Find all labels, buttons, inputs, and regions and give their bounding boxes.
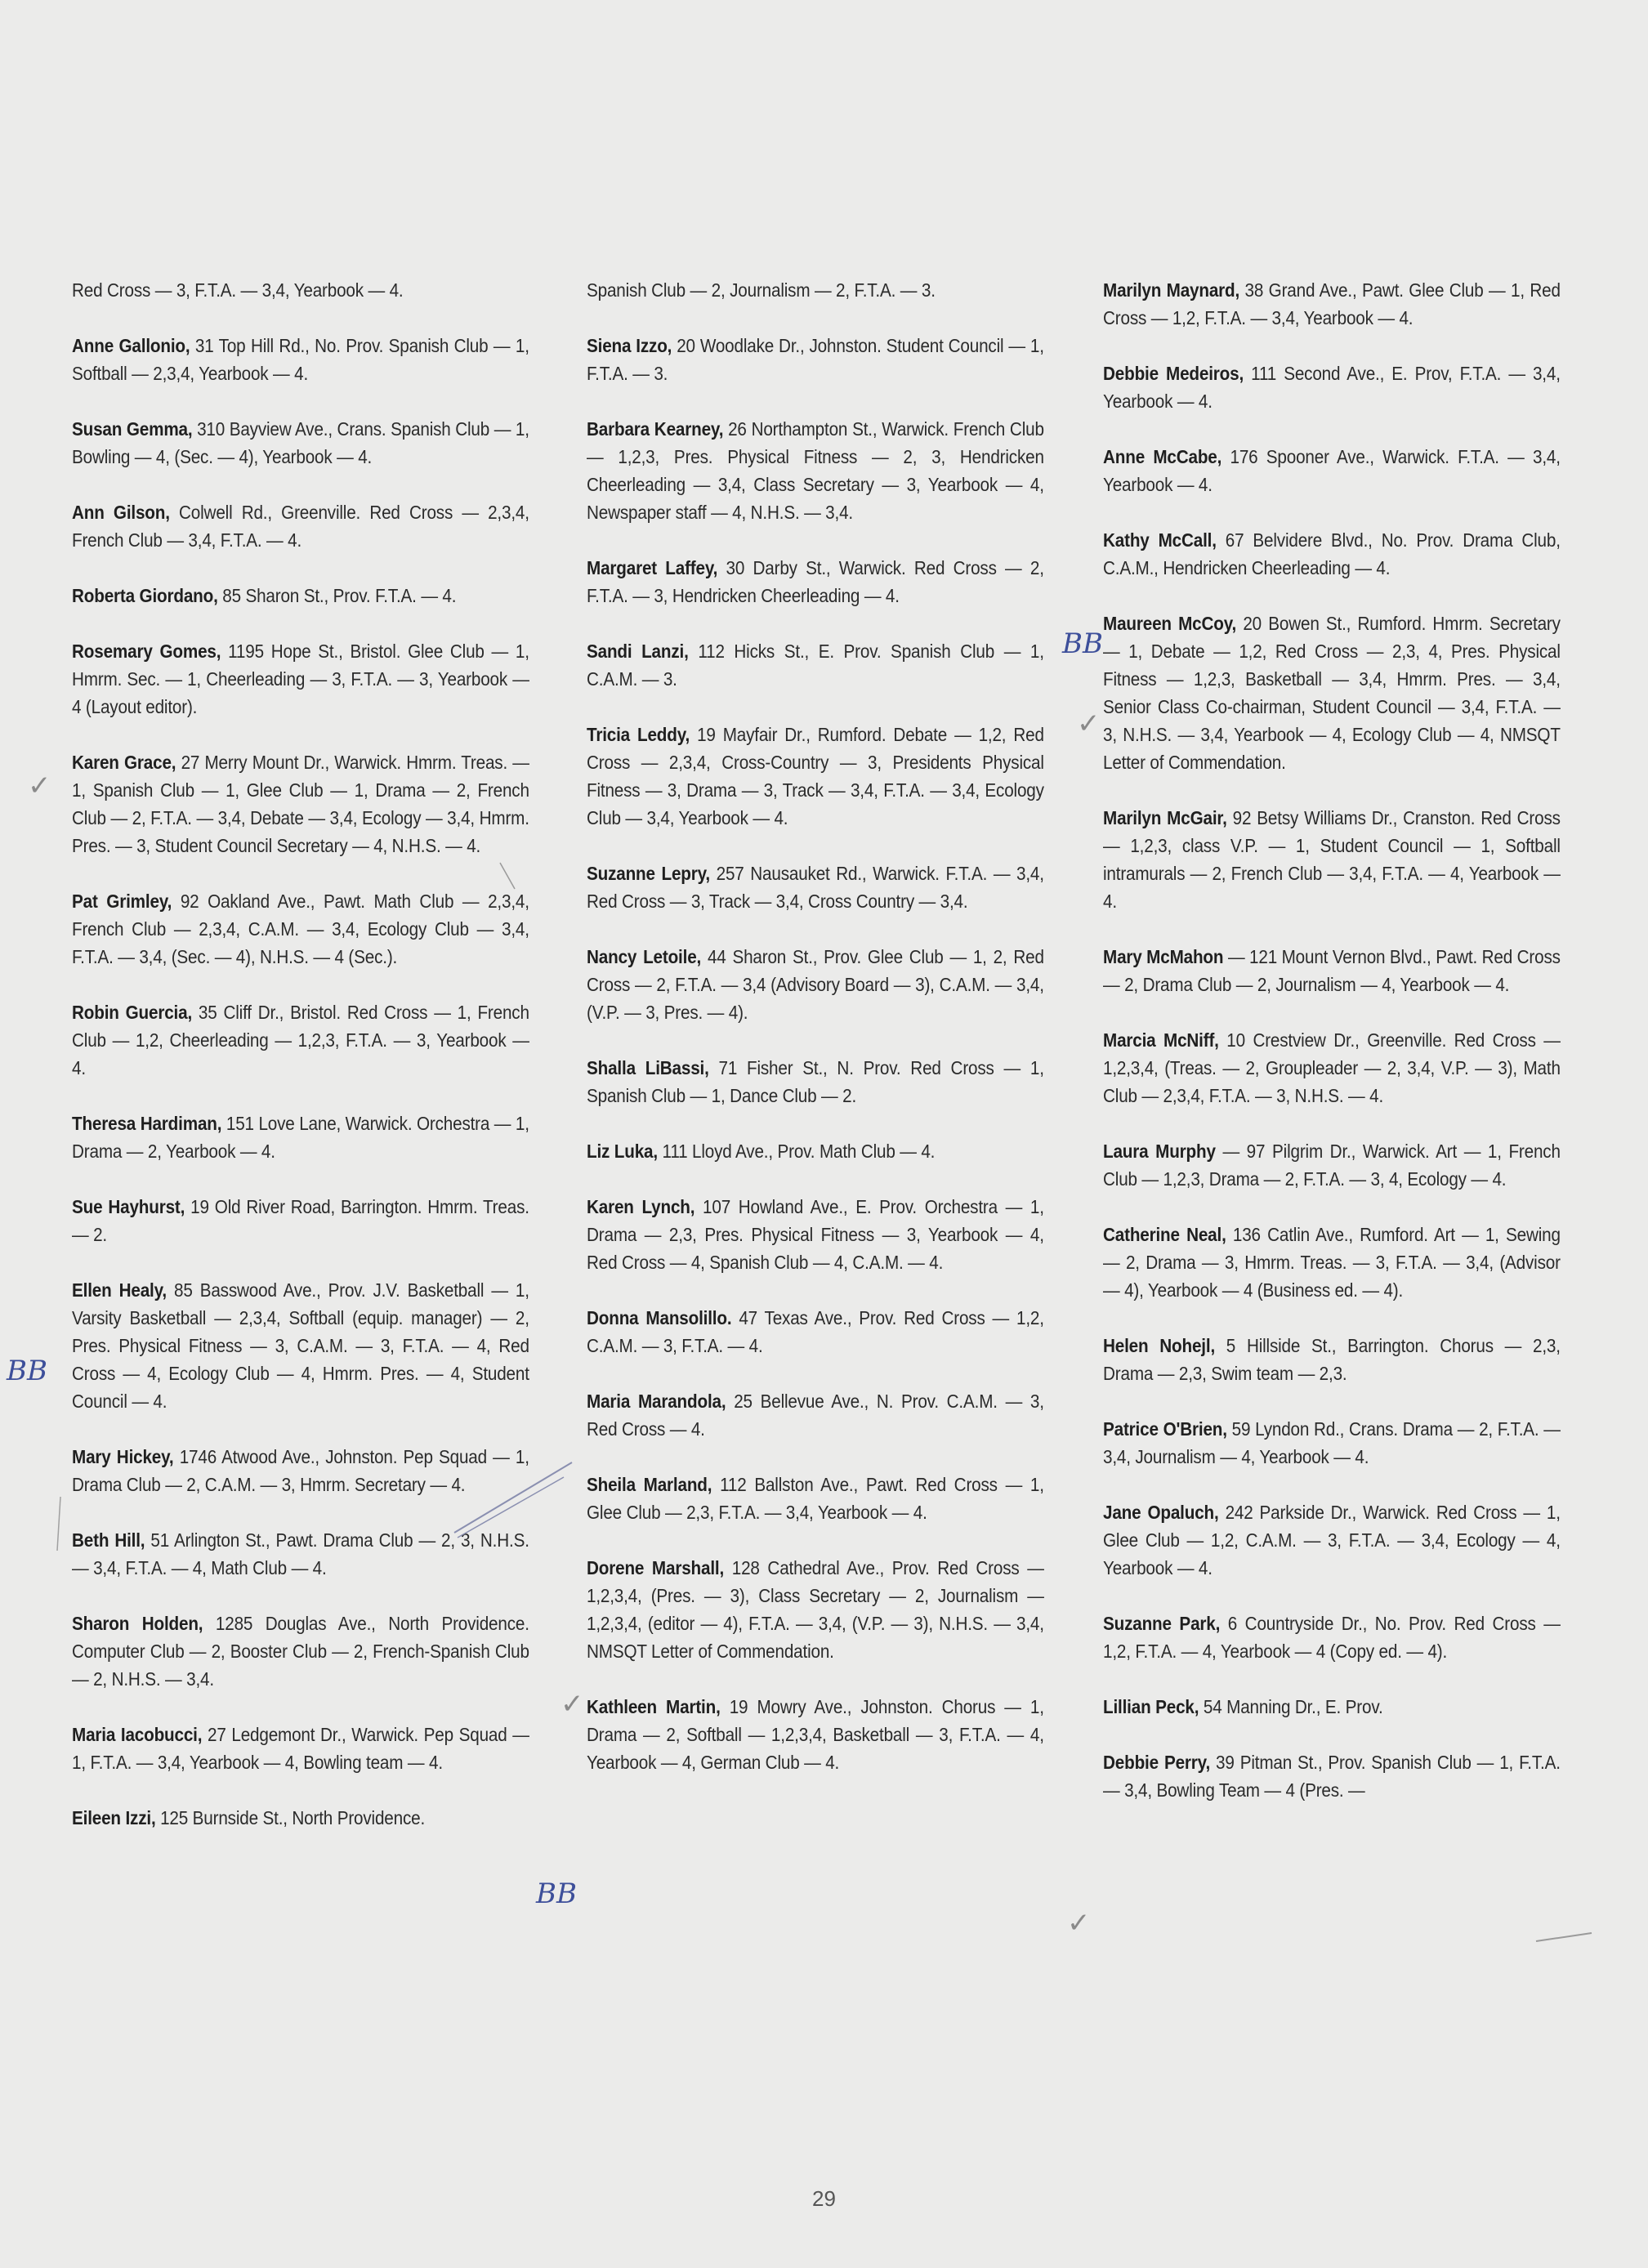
student-name: Marcia McNiff, <box>1103 1029 1219 1051</box>
checkmark-icon: ✓ <box>1067 1907 1091 1940</box>
student-details: 19 Old River Road, Barrington. Hmrm. Treas. — 2. <box>72 1196 529 1245</box>
student-name: Siena Izzo, <box>587 335 672 356</box>
student-details: 112 Ballston Ave., Pawt. Red Cross — 1, Glee Club — 2,3, F.T.A. — 3,4, Yearbook — 4. <box>587 1474 1044 1523</box>
student-details: 71 Fisher St., N. Prov. Red Cross — 1, Spanish Club — 1, Dance Club — 2. <box>587 1057 1044 1106</box>
student-name: Debbie Perry, <box>1103 1752 1211 1773</box>
student-details: 30 Darby St., Warwick. Red Cross — 2, F.T.A. — 3, Hendricken Cheerleading — 4. <box>587 557 1044 606</box>
student-name: Pat Grimley, <box>72 891 172 912</box>
student-name: Lillian Peck, <box>1103 1696 1199 1717</box>
student-name: Debbie Medeiros, <box>1103 363 1244 384</box>
student-name: Karen Grace, <box>72 752 176 773</box>
student-details: 19 Mayfair Dr., Rumford. Debate — 1,2, Red Cross — 2,3,4, Cross-Country — 3, Presidents Physical Fitness — 3, Drama — 3, Track — 3,4, F.T.A. — 3,4, Ecology Club — 3,4, Yearbook — 4. <box>587 724 1044 828</box>
student-name: Beth Hill, <box>72 1529 145 1551</box>
student-name: Tricia Leddy, <box>587 724 690 745</box>
student-details: Spanish Club — 2, Journalism — 2, F.T.A. — 3. <box>587 279 936 301</box>
student-details: — 121 Mount Vernon Blvd., Pawt. Red Cross — 2, Drama Club — 2, Journalism — 4, Yearbook — 4. <box>1103 946 1561 995</box>
student-details: 1195 Hope St., Bristol. Glee Club — 1, Hmrm. Sec. — 1, Cheerleading — 3, F.T.A. — 3, Yearbook — 4 (Layout editor). <box>72 641 529 717</box>
student-name: Ann Gilson, <box>72 502 170 523</box>
student-details: 26 Northampton St., Warwick. French Club — 1,2,3, Pres. Physical Fitness — 2, 3, Hendricken Cheerleading — 3,4, Class Secretary — 3, Yearbook — 4, Newspaper staff — 4, N.H.S. — 3,4. <box>587 418 1044 523</box>
student-details: 1746 Atwood Ave., Johnston. Pep Squad — 1, Drama Club — 2, C.A.M. — 3, Hmrm. Secretary — 4. <box>72 1446 529 1495</box>
student-name: Maria Iacobucci, <box>72 1724 203 1745</box>
student-details: 51 Arlington St., Pawt. Drama Club — 2, 3, N.H.S. — 3,4, F.T.A. — 4, Math Club — 4. <box>72 1529 529 1578</box>
student-name: Eileen Izzi, <box>72 1807 156 1828</box>
handwritten-initials-ellen-healy: BB <box>7 1355 47 1387</box>
student-details: 1285 Douglas Ave., North Providence. Computer Club — 2, Booster Club — 2, French-Spanish Club — 2, N.H.S. — 3,4. <box>72 1613 529 1690</box>
student-name: Sharon Holden, <box>72 1613 203 1634</box>
student-details: 136 Catlin Ave., Rumford. Art — 1, Sewing — 2, Drama — 3, Hmrm. Treas. — 3, F.T.A. — 3,4, (Advisor — 4), Yearbook — 4 (Business ed. — 4). <box>1103 1224 1561 1301</box>
student-details: Colwell Rd., Greenville. Red Cross — 2,3,4, French Club — 3,4, F.T.A. — 4. <box>72 502 529 551</box>
student-name: Sue Hayhurst, <box>72 1196 185 1217</box>
student-name: Dorene Marshall, <box>587 1557 725 1578</box>
student-details: 44 Sharon St., Prov. Glee Club — 1, 2, Red Cross — 2, F.T.A. — 3,4 (Advisory Board — 3), C.A.M. — 3,4, (V.P. — 3, Pres. — 4). <box>587 946 1044 1023</box>
student-name: Liz Luka, <box>587 1141 658 1162</box>
student-details: 92 Betsy Williams Dr., Cranston. Red Cross — 1,2,3, class V.P. — 1, Student Council — 1, Softball intramurals — 2, French Club — 3,4, F.T.A. — 4, Yearbook — 4. <box>1103 807 1561 912</box>
student-name: Maureen McCoy, <box>1103 613 1237 634</box>
student-details: 10 Crestview Dr., Greenville. Red Cross — 1,2,3,4, (Treas. — 2, Groupleader — 2, 3,4, V.P. — 3), Math Club — 2,3,4, F.T.A. — 3, N.H.S. — 4. <box>1103 1029 1561 1106</box>
student-name: Susan Gemma, <box>72 418 193 440</box>
student-details: Red Cross — 3, F.T.A. — 3,4, Yearbook — 4. <box>72 279 404 301</box>
student-details: 27 Ledgemont Dr., Warwick. Pep Squad — 1, F.T.A. — 3,4, Yearbook — 4, Bowling team — 4. <box>72 1724 529 1773</box>
student-name: Patrice O'Brien, <box>1103 1418 1227 1440</box>
student-name: Sheila Marland, <box>587 1474 712 1495</box>
student-details: 47 Texas Ave., Prov. Red Cross — 1,2, C.A.M. — 3, F.T.A. — 4. <box>587 1307 1044 1356</box>
student-name: Jane Opaluch, <box>1103 1502 1219 1523</box>
student-details: 111 Lloyd Ave., Prov. Math Club — 4. <box>657 1141 936 1162</box>
student-details: 128 Cathedral Ave., Prov. Red Cross — 1,2,3,4, (Pres. — 3), Class Secretary — 2, Journalism — 1,2,3,4, (editor — 4), F.T.A. — 3,4, (V.P. — 3), N.H.S. — 3,4, NMSQT Letter of Commendation. <box>587 1557 1044 1662</box>
student-name: Robin Guercia, <box>72 1002 193 1023</box>
student-details: 54 Manning Dr., E. Prov. <box>1199 1696 1383 1717</box>
student-details: 92 Oakland Ave., Pawt. Math Club — 2,3,4, French Club — 2,3,4, C.A.M. — 3,4, Ecology Club — 3,4, F.T.A. — 3,4, (Sec. — 4), N.H.S. — 4 (Sec.). <box>72 891 529 967</box>
student-details: 107 Howland Ave., E. Prov. Orchestra — 1, Drama — 2,3, Pres. Physical Fitness — 3, Yearbook — 4, Red Cross — 4, Spanish Club — 4, C.A.M. — 4. <box>587 1196 1044 1273</box>
student-name: Mary Hickey, <box>72 1446 174 1467</box>
page-number: 29 <box>812 2186 836 2211</box>
student-name: Maria Marandola, <box>587 1391 726 1412</box>
student-details: 112 Hicks St., E. Prov. Spanish Club — 1, C.A.M. — 3. <box>587 641 1044 690</box>
student-details: 19 Mowry Ave., Johnston. Chorus — 1, Drama — 2, Softball — 1,2,3,4, Basketball — 3, F.T.A. — 4, Yearbook — 4, German Club — 4. <box>587 1696 1044 1773</box>
student-details: 242 Parkside Dr., Warwick. Red Cross — 1, Glee Club — 1,2, C.A.M. — 3, F.T.A. — 3,4, Ecology — 4, Yearbook — 4. <box>1103 1502 1561 1578</box>
student-details: 85 Sharon St., Prov. F.T.A. — 4. <box>217 585 457 606</box>
student-name: Shalla LiBassi, <box>587 1057 709 1078</box>
student-name: Barbara Kearney, <box>587 418 724 440</box>
student-details: 25 Bellevue Ave., N. Prov. C.A.M. — 3, Red Cross — 4. <box>587 1391 1044 1440</box>
student-details: 111 Second Ave., E. Prov, F.T.A. — 3,4, Yearbook — 4. <box>1103 363 1561 412</box>
handwritten-initials-kathleen-martin: BB <box>536 1877 577 1910</box>
student-details: 125 Burnside St., North Providence. <box>155 1807 426 1828</box>
student-name: Kathleen Martin, <box>587 1696 721 1717</box>
student-details: 20 Woodlake Dr., Johnston. Student Council — 1, F.T.A. — 3. <box>587 335 1044 384</box>
student-name: Catherine Neal, <box>1103 1224 1226 1245</box>
student-name: Nancy Letoile, <box>587 946 702 967</box>
student-name: Suzanne Lepry, <box>587 863 711 884</box>
student-details: 59 Lyndon Rd., Crans. Drama — 2, F.T.A. — 3,4, Journalism — 4, Yearbook — 4. <box>1103 1418 1561 1467</box>
checkmark-icon: ✓ <box>28 770 51 802</box>
student-details: 310 Bayview Ave., Crans. Spanish Club — 1, Bowling — 4, (Sec. — 4), Yearbook — 4. <box>72 418 529 467</box>
student-details: 85 Basswood Ave., Prov. J.V. Basketball — 1, Varsity Basketball — 2,3,4, Softball (equip. manager) — 2, Pres. Physical Fitness — 3, C.A.M. — 3, F.T.A. — 4, Red Cross — 4, Ecology Club — 4, Hmrm. Pres. — 4, Student Council — 4. <box>72 1279 529 1412</box>
student-name: Marilyn Maynard, <box>1103 279 1240 301</box>
student-name: Mary McMahon <box>1103 946 1224 967</box>
student-name: Theresa Hardiman, <box>72 1113 222 1134</box>
checkmark-icon: ✓ <box>560 1688 584 1721</box>
student-name: Anne Gallonio, <box>72 335 190 356</box>
student-name: Karen Lynch, <box>587 1196 695 1217</box>
student-name: Margaret Laffey, <box>587 557 718 578</box>
student-name: Roberta Giordano, <box>72 585 218 606</box>
student-details: 257 Nausauket Rd., Warwick. F.T.A. — 3,4, Red Cross — 3, Track — 3,4, Cross Country — 3,4. <box>587 863 1044 912</box>
student-details: — 97 Pilgrim Dr., Warwick. Art — 1, French Club — 1,2,3, Drama — 2, F.T.A. — 3, 4, Ecology — 4. <box>1103 1141 1561 1190</box>
student-details: 67 Belvidere Blvd., No. Prov. Drama Club, C.A.M., Hendricken Cheerleading — 4. <box>1103 529 1561 578</box>
handwritten-initials-maureen-mccoy: BB <box>1062 627 1103 660</box>
checkmark-icon: ✓ <box>1077 708 1101 740</box>
student-name: Ellen Healy, <box>72 1279 167 1301</box>
student-name: Rosemary Gomes, <box>72 641 221 662</box>
student-name: Anne McCabe, <box>1103 446 1222 467</box>
student-details: 38 Grand Ave., Pawt. Glee Club — 1, Red Cross — 1,2, F.T.A. — 3,4, Yearbook — 4. <box>1103 279 1561 328</box>
student-name: Laura Murphy <box>1103 1141 1216 1162</box>
student-name: Helen Nohejl, <box>1103 1335 1216 1356</box>
student-details: 151 Love Lane, Warwick. Orchestra — 1, Drama — 2, Yearbook — 4. <box>72 1113 529 1162</box>
student-details: 27 Merry Mount Dr., Warwick. Hmrm. Treas. — 1, Spanish Club — 1, Glee Club — 1, Drama — 2, French Club — 2, F.T.A. — 3,4, Debate — 3,4, Ecology — 3,4, Hmrm. Pres. — 3, Student Council Secretary — 4, N.H.S. — 4. <box>72 752 529 856</box>
student-details: 6 Countryside Dr., No. Prov. Red Cross — 1,2, F.T.A. — 4, Yearbook — 4 (Copy ed. — 4). <box>1103 1613 1561 1662</box>
student-details: 176 Spooner Ave., Warwick. F.T.A. — 3,4, Yearbook — 4. <box>1103 446 1561 495</box>
student-details: 35 Cliff Dr., Bristol. Red Cross — 1, French Club — 1,2, Cheerleading — 1,2,3, F.T.A. — 3, Yearbook — 4. <box>72 1002 529 1078</box>
student-name: Sandi Lanzi, <box>587 641 689 662</box>
student-details: 5 Hillside St., Barrington. Chorus — 2,3, Drama — 2,3, Swim team — 2,3. <box>1103 1335 1561 1384</box>
student-name: Marilyn McGair, <box>1103 807 1227 828</box>
student-details: 39 Pitman St., Prov. Spanish Club — 1, F.T.A. — 3,4, Bowling Team — 4 (Pres. — <box>1103 1752 1561 1801</box>
student-details: 31 Top Hill Rd., No. Prov. Spanish Club — 1, Softball — 2,3,4, Yearbook — 4. <box>72 335 529 384</box>
student-name: Suzanne Park, <box>1103 1613 1221 1634</box>
student-details: 20 Bowen St., Rumford. Hmrm. Secretary — 1, Debate — 1,2, Red Cross — 2,3, 4, Pres. Physical Fitness — 1,2,3, Basketball — 3,4, Hmrm. Pres. — 3,4, Senior Class Co-chairman, Student Council — 3,4, F.T.A. — 3, N.H.S. — 3,4, Yearbook — 4, Ecology Club — 4, NMSQT Letter of Commendation. <box>1103 613 1561 773</box>
student-name: Donna Mansolillo. <box>587 1307 732 1328</box>
student-name: Kathy McCall, <box>1103 529 1217 551</box>
